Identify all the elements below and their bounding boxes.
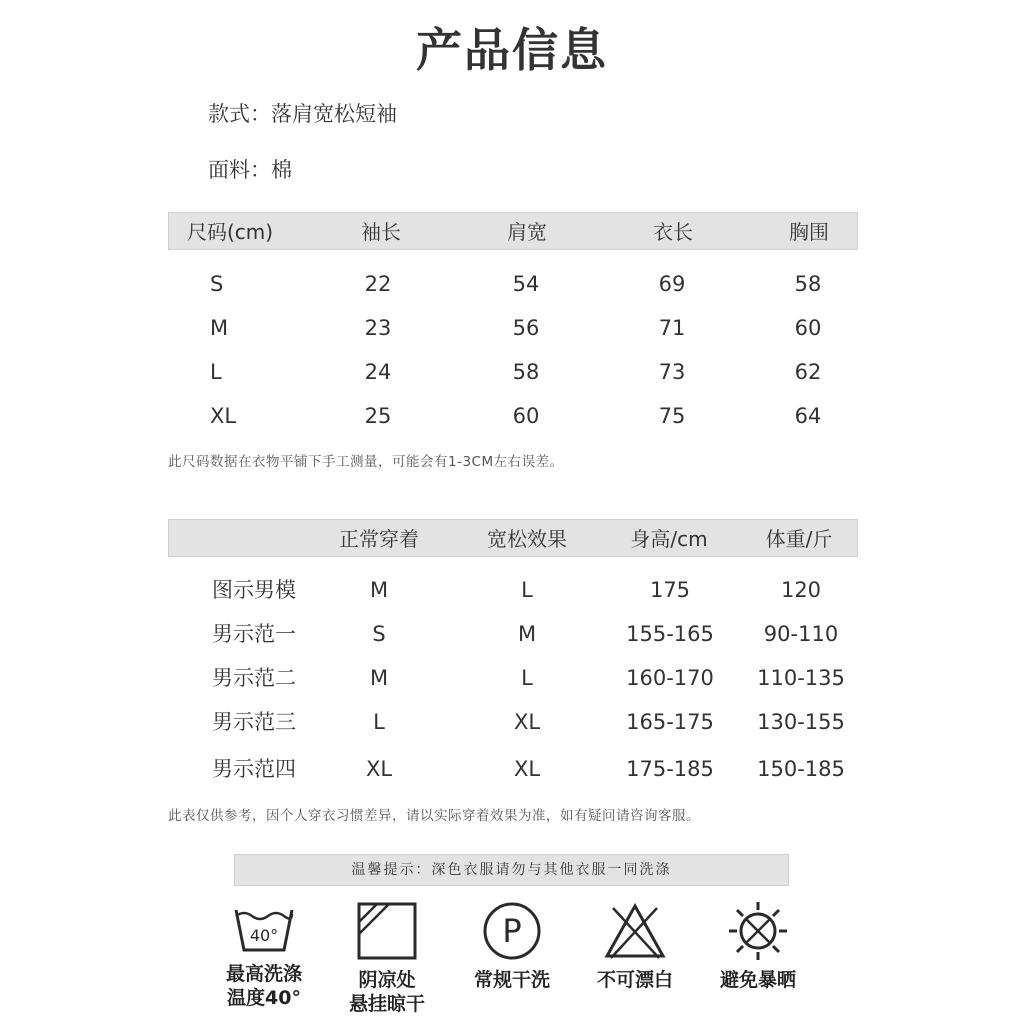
model-cell: 男示范三 <box>212 710 296 734</box>
table-row <box>0 663 1024 693</box>
height-cell: 175 <box>649 578 691 602</box>
normal-cell: XL <box>365 757 393 781</box>
length-cell: 73 <box>658 360 686 384</box>
weight-cell: 90-110 <box>763 622 839 646</box>
size-note: 此尺码数据在衣物平铺下手工测量，可能会有1-3CM左右误差。 <box>168 454 564 470</box>
care-tip-banner: 温馨提示：深色衣服请勿与其他衣服一同洗涤 <box>234 854 789 886</box>
length-cell: 75 <box>658 404 686 428</box>
table-row <box>0 707 1024 737</box>
size-table-header <box>168 212 858 250</box>
sleeve-cell: 24 <box>364 360 392 384</box>
size-header-sleeve: 袖长 <box>361 220 401 244</box>
normal-cell: L <box>373 710 385 734</box>
sleeve-cell: 23 <box>364 316 392 340</box>
height-cell: 160-170 <box>626 666 714 690</box>
loose-cell: M <box>517 622 537 646</box>
size-header-chest: 胸围 <box>789 220 829 244</box>
shoulder-cell: 56 <box>512 316 540 340</box>
spec-fabric: 面料：棉 <box>208 158 292 182</box>
chest-cell: 64 <box>794 404 822 428</box>
care-item-no-bleach <box>570 900 700 992</box>
care-item-dry-clean <box>447 900 577 992</box>
weight-cell: 110-135 <box>757 666 845 690</box>
size-cell: S <box>210 272 224 296</box>
loose-cell: L <box>521 578 533 602</box>
shoulder-cell: 58 <box>512 360 540 384</box>
loose-cell: XL <box>513 710 541 734</box>
height-cell: 175-185 <box>626 757 714 781</box>
size-cell: XL <box>210 404 237 428</box>
size-cell: L <box>210 360 222 384</box>
care-label-no-bleach: 不可漂白 <box>596 969 673 991</box>
dry-clean-badge: P <box>502 912 522 950</box>
shoulder-cell: 60 <box>512 404 540 428</box>
model-cell: 图示男模 <box>212 578 296 602</box>
sleeve-cell: 25 <box>364 404 392 428</box>
dry-clean-p-icon <box>480 900 544 962</box>
fit-note: 此表仅供参考，因个人穿衣习惯差异，请以实际穿着效果为准，如有疑问请咨询客服。 <box>168 808 700 824</box>
shade-dry-icon <box>355 900 419 962</box>
model-cell: 男示范一 <box>212 622 296 646</box>
table-row <box>0 313 1024 343</box>
care-label-no-sun: 避免暴晒 <box>719 969 796 991</box>
model-cell: 男示范二 <box>212 666 296 690</box>
size-header-size: 尺码(cm) <box>186 220 274 244</box>
table-row <box>0 269 1024 299</box>
weight-cell: 130-155 <box>757 710 845 734</box>
normal-cell: M <box>369 578 389 602</box>
table-row <box>0 357 1024 387</box>
length-cell: 69 <box>658 272 686 296</box>
table-row <box>0 754 1024 784</box>
care-label-wash: 最高洗涤 温度40° <box>225 963 302 1009</box>
weight-cell: 150-185 <box>757 757 845 781</box>
no-bleach-icon <box>603 900 667 962</box>
chest-cell: 60 <box>794 316 822 340</box>
height-cell: 165-175 <box>626 710 714 734</box>
size-header-shoulder: 肩宽 <box>507 220 547 244</box>
care-label-dry-clean: 常规干洗 <box>473 969 550 991</box>
size-cell: M <box>210 316 229 340</box>
weight-cell: 120 <box>780 578 822 602</box>
loose-cell: L <box>521 666 533 690</box>
size-header-length: 衣长 <box>653 220 693 244</box>
wash-40-icon <box>232 900 296 956</box>
fit-header-weight: 体重/斤 <box>765 527 833 551</box>
wash-temp-badge: 40° <box>249 926 279 945</box>
page-title: 产品信息 <box>416 23 608 77</box>
no-sun-icon <box>726 900 790 962</box>
normal-cell: M <box>369 666 389 690</box>
fit-header-loose: 宽松效果 <box>487 527 567 551</box>
fit-header-normal: 正常穿着 <box>339 527 419 551</box>
normal-cell: S <box>372 622 386 646</box>
care-item-no-sun <box>693 900 823 992</box>
height-cell: 155-165 <box>626 622 714 646</box>
spec-style: 款式：落肩宽松短袖 <box>208 102 397 126</box>
fit-header-height: 身高/cm <box>630 527 708 551</box>
table-row <box>0 575 1024 605</box>
loose-cell: XL <box>513 757 541 781</box>
table-row <box>0 401 1024 431</box>
chest-cell: 62 <box>794 360 822 384</box>
sleeve-cell: 22 <box>364 272 392 296</box>
table-row <box>0 619 1024 649</box>
fit-table-header <box>168 519 858 557</box>
length-cell: 71 <box>658 316 686 340</box>
care-item-wash <box>199 900 329 1010</box>
care-item-shade-dry <box>322 900 452 1016</box>
model-cell: 男示范四 <box>212 757 296 781</box>
shoulder-cell: 54 <box>512 272 540 296</box>
care-label-shade-dry: 阴凉处 悬挂晾干 <box>348 969 425 1015</box>
chest-cell: 58 <box>794 272 822 296</box>
